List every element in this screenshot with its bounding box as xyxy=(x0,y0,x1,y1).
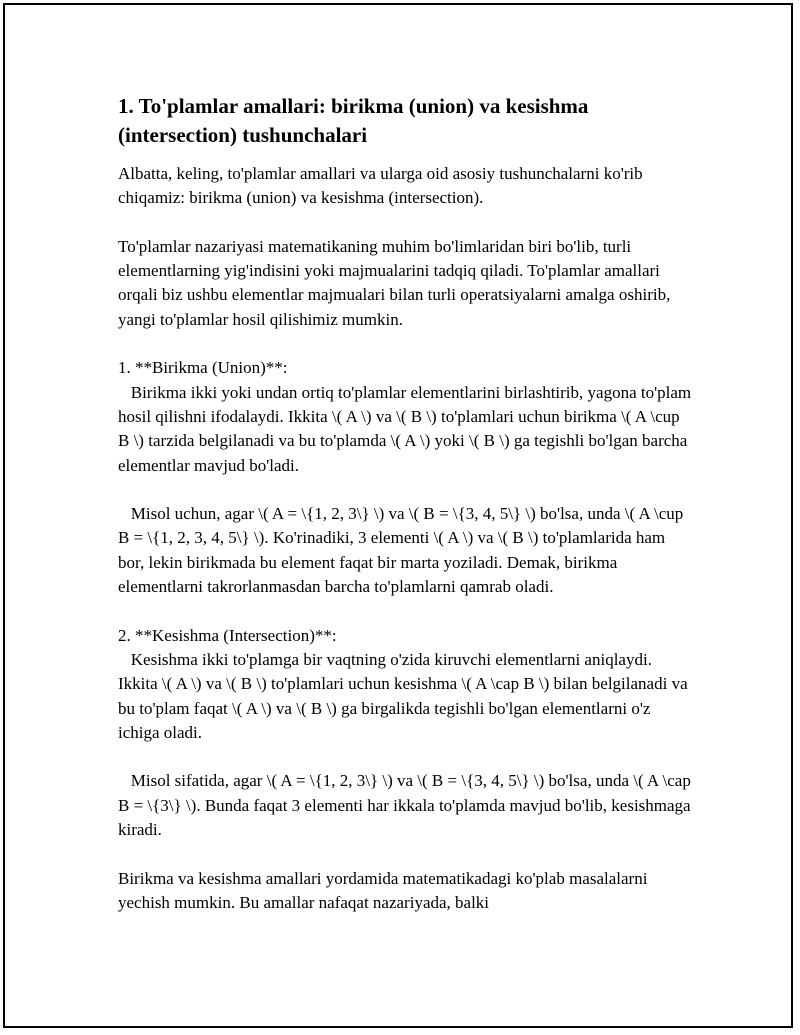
intersection-example-paragraph: Misol sifatida, agar \( A = \{1, 2, 3\} \) va \( B = \{3, 4, 5\} \) bo'lsa, unda \( A \cap B = \{3\} \). Bunda faqat 3 elementi har ikkala to'plamda mavjud bo'lib, kesishmaga kiradi. xyxy=(118,771,696,840)
union-definition-paragraph: 1. **Birikma (Union)**: Birikma ikki yoki undan ortiq to'plamlar elementlarini birlashtirib, yagona to'plam hosil qilishni ifodalaydi. Ikkita \( A \) va \( B \) to'plamlari uchun birikma \( A \cup B \) tarzida belgilanadi va bu to'plamda \( A \) yoki \( B \) ga tegishli bo'lgan barcha elementlar mavjud bo'ladi. xyxy=(118,358,692,475)
section-heading: 1. To'plamlar amallari: birikma (union) va kesishma (intersection) tushunchalari xyxy=(118,94,589,147)
document-body xyxy=(118,92,696,915)
closing-paragraph: Birikma va kesishma amallari yordamida matematikadagi ko'plab masalalarni yechish mumkin. Bu amallar nafaqat nazariyada, balki xyxy=(118,868,652,912)
intro-paragraph: Albatta, keling, to'plamlar amallari va ularga oid asosiy tushunchalarni ko'rib chiqamiz: birikma (union) va kesishma (intersection). xyxy=(118,164,647,208)
intersection-definition-paragraph: 2. **Kesishma (Intersection)**: Kesishma ikki to'plamga bir vaqtning o'zida kiruvchi elementlarni aniqlaydi. Ikkita \( A \) va \( B \) to'plamlari uchun kesishma \( A \cap B \) bilan belgilanadi va bu to'plam faqat \( A \) va \( B \) ga birgalikda tegishli bo'lgan elementlarni o'z ichiga oladi. xyxy=(118,625,688,742)
union-example-paragraph: Misol uchun, agar \( A = \{1, 2, 3\} \) va \( B = \{3, 4, 5\} \) bo'lsa, unda \( A \cup B = \{1, 2, 3, 4, 5\} \). Ko'rinadiki, 3 elementi \( A \) va \( B \) to'plamlarida ham bor, lekin birikmada bu element faqat bir marta yoziladi. Demak, birikma elementlarni takrorlanmasdan barcha to'plamlarni qamrab oladi. xyxy=(118,504,688,597)
set-theory-paragraph: To'plamlar nazariyasi matematikaning muhim bo'limlaridan biri bo'lib, turli elementlarning yig'indisini yoki majmualarini tadqiq qiladi. To'plamlar amallari orqali biz ushbu elementlar majmualari bilan turli operatsiyalarni amalga oshirib, yangi to'plamlar hosil qilishimiz mumkin. xyxy=(118,236,675,329)
